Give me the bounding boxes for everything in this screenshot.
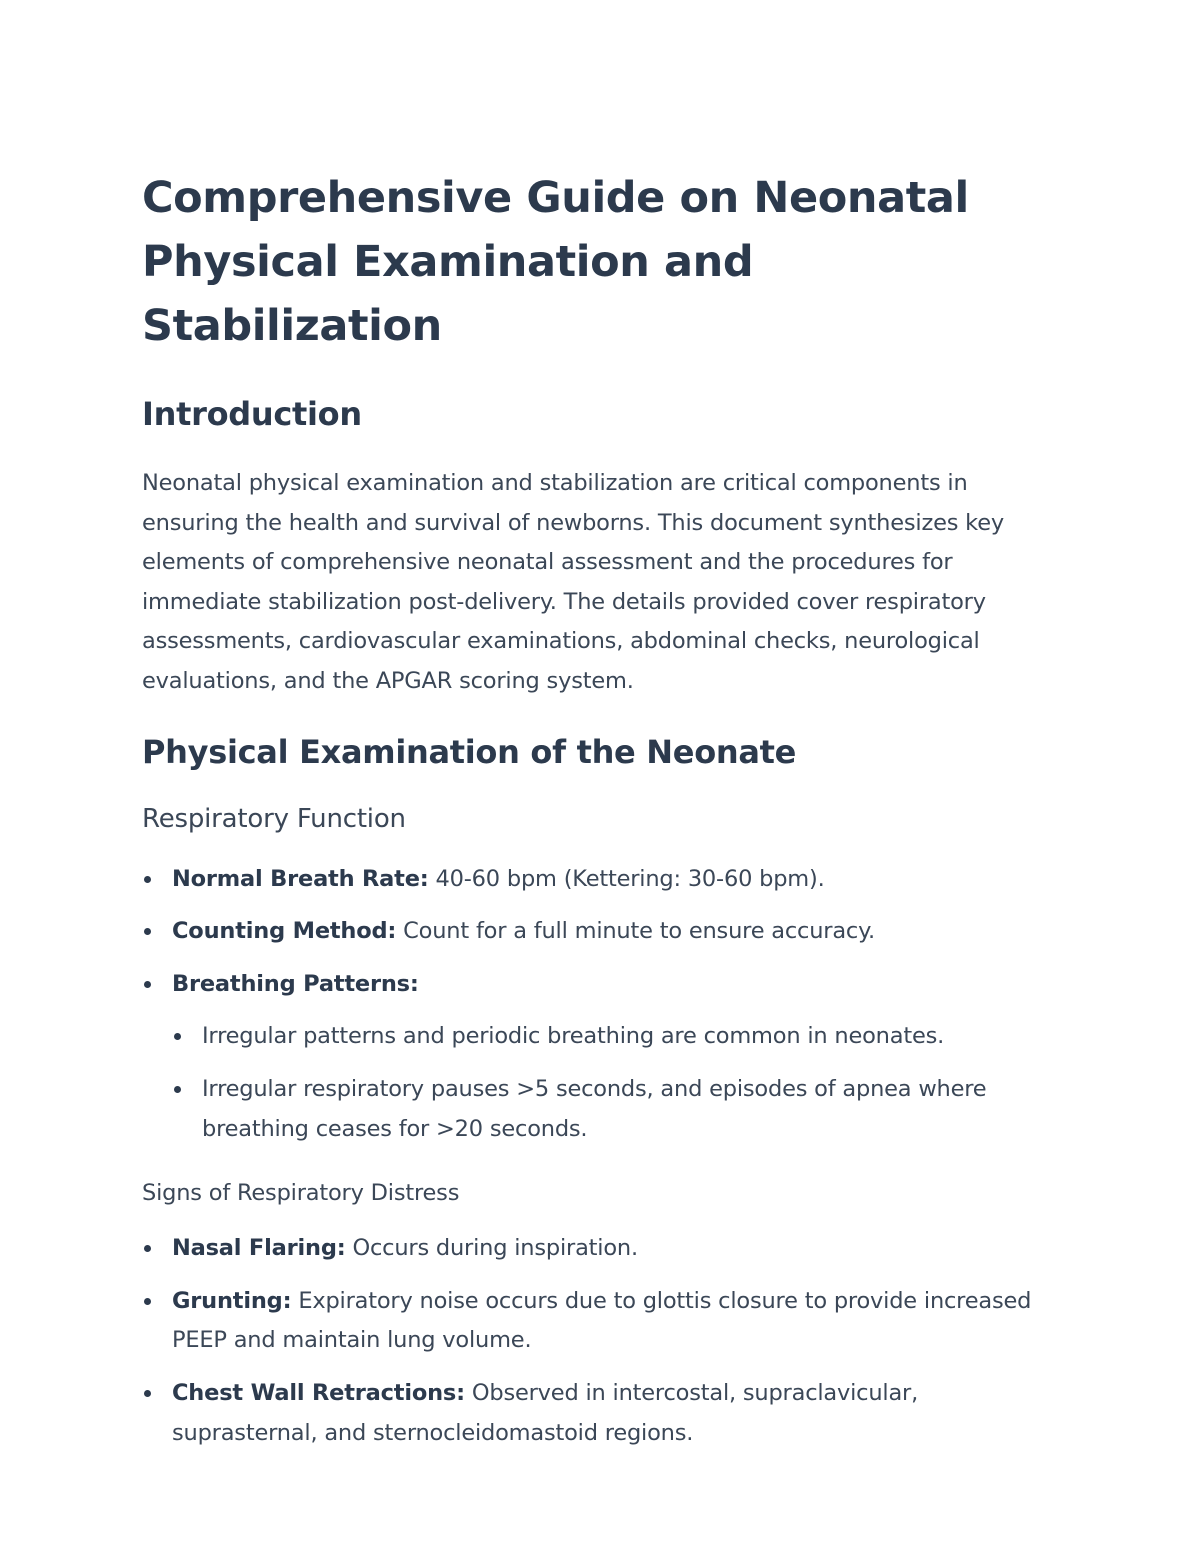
item-term: Chest Wall Retractions:: [172, 1379, 465, 1406]
bullet-icon: [144, 1390, 151, 1397]
item-text: Observed in intercostal, supraclavicular, suprasternal, and sternocleidomastoid regions.: [172, 1379, 919, 1446]
bullet-icon: [144, 876, 151, 883]
item-term: Breathing Patterns:: [172, 970, 419, 997]
item-term: Normal Breath Rate:: [172, 865, 429, 892]
item-term: Counting Method:: [172, 918, 397, 945]
bullet-icon: [144, 928, 151, 935]
respiratory-list: [142, 860, 1062, 1150]
item-text: Occurs during inspiration.: [345, 1235, 638, 1262]
bullet-icon: [144, 1245, 151, 1252]
document-page: [142, 166, 1062, 1466]
item-term: Nasal Flaring:: [172, 1235, 346, 1262]
sub-list-item: [172, 1070, 1062, 1149]
distress-heading: Signs of Respiratory Distress: [142, 1180, 460, 1207]
list-item: [142, 1229, 1062, 1269]
breathing-patterns-sublist: [172, 1017, 1062, 1149]
bullet-icon: [174, 1033, 181, 1040]
document-title: [142, 166, 1062, 358]
bullet-icon: [144, 981, 151, 988]
list-item: [142, 860, 1062, 900]
item-text: Expiratory noise occurs due to glottis closure to provide increased PEEP and maintain lung volume.: [172, 1287, 1032, 1354]
sub-item-text: Irregular patterns and periodic breathing are common in neonates.: [202, 1023, 945, 1050]
title-line-2: Physical Examination and Stabilization: [142, 237, 754, 351]
item-term: Grunting:: [172, 1287, 292, 1314]
list-item: [142, 1282, 1062, 1361]
distress-list: [142, 1229, 1062, 1453]
bullet-icon: [174, 1086, 181, 1093]
title-line-1: Comprehensive Guide on Neonatal: [142, 173, 969, 223]
bullet-icon: [144, 1298, 151, 1305]
sub-item-text: Irregular respiratory pauses >5 seconds, and episodes of apnea where breathing ceases for >20 seconds.: [202, 1075, 987, 1142]
intro-paragraph: Neonatal physical examination and stabilization are critical components in ensuring the health and survival of newborns. This document synthesizes key elements of comprehensive neonatal assessment and the procedures for immediate stabilization post-delivery. The details provided cover respiratory assessments, cardiovascular examinations, abdominal checks, neurological evaluations, and the APGAR scoring system.: [142, 470, 1004, 694]
item-text: Count for a full minute to ensure accuracy.: [396, 918, 875, 945]
list-item: [142, 912, 1062, 952]
respiratory-heading: Respiratory Function: [142, 803, 406, 834]
exam-heading: Physical Examination of the Neonate: [142, 732, 797, 771]
list-item: [142, 965, 1062, 1149]
intro-heading: Introduction: [142, 395, 362, 433]
item-text: 40-60 bpm (Kettering: 30-60 bpm).: [428, 865, 825, 892]
sub-list-item: [172, 1017, 1062, 1057]
list-item: [142, 1374, 1062, 1453]
